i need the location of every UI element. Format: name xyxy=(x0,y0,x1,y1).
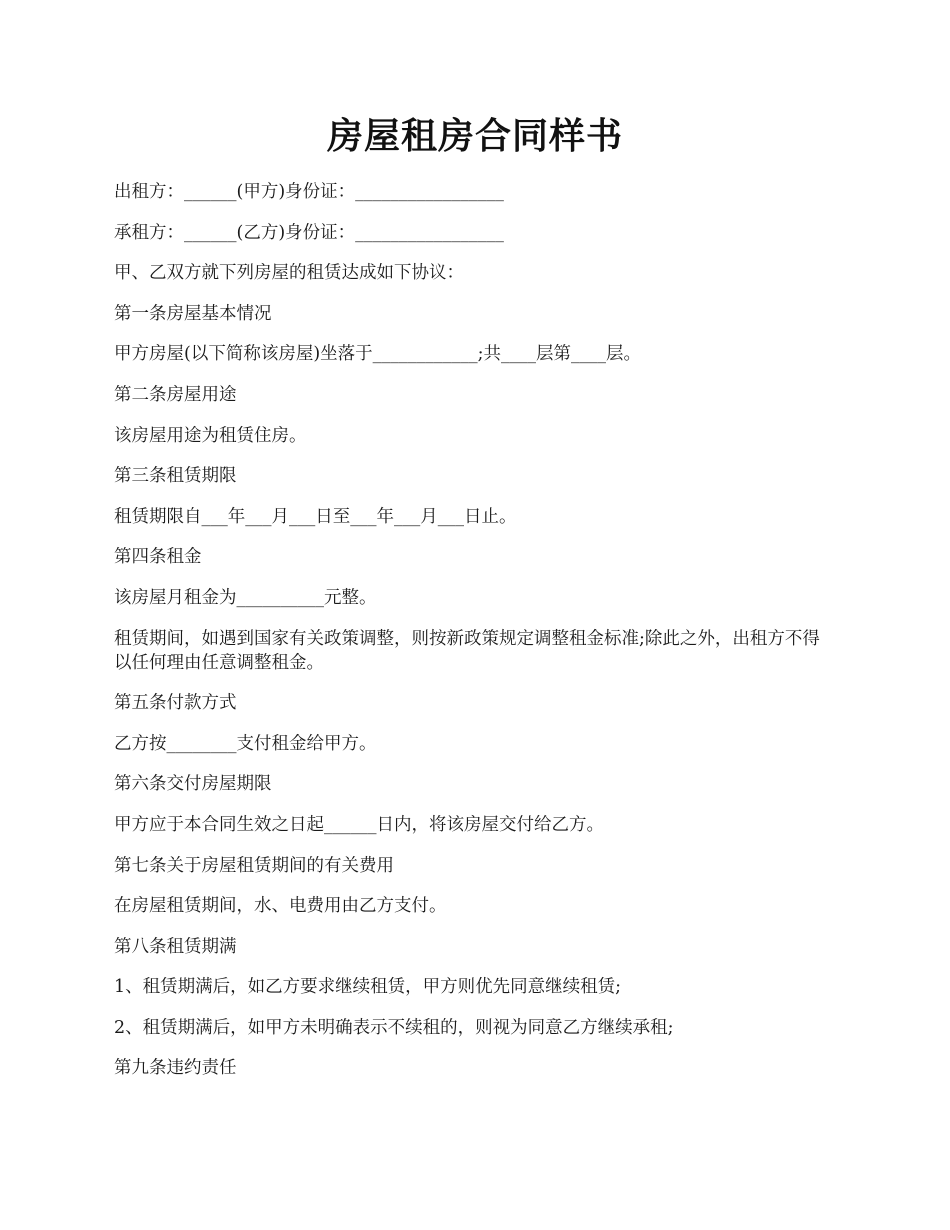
article-1-heading: 第一条房屋基本情况 xyxy=(114,303,272,324)
article-8-heading: 第八条租赁期满 xyxy=(114,936,237,957)
article-8-item-1: 1、租赁期满后，如乙方要求继续租赁，甲方则优先同意继续租赁; xyxy=(114,977,622,998)
article-6-text: 甲方应于本合同生效之日起______日内，将该房屋交付给乙方。 xyxy=(114,814,604,835)
document-title: 房屋租房合同样书 xyxy=(326,115,623,157)
article-9-heading: 第九条违约责任 xyxy=(114,1058,237,1079)
article-2-heading: 第二条房屋用途 xyxy=(114,384,237,405)
document-body xyxy=(114,180,832,1097)
article-4-heading: 第四条租金 xyxy=(114,547,202,568)
agreement-intro: 甲、乙双方就下列房屋的租赁达成如下协议： xyxy=(114,263,464,284)
article-3-heading: 第三条租赁期限 xyxy=(114,466,237,487)
article-7-heading: 第七条关于房屋租赁期间的有关费用 xyxy=(114,855,394,876)
article-5-heading: 第五条付款方式 xyxy=(114,693,237,714)
article-1-text: 甲方房屋(以下简称该房屋)坐落于____________;共____层第____层。 xyxy=(114,344,642,365)
article-8-item-2: 2、租赁期满后，如甲方未明确表示不续租的，则视为同意乙方继续承租; xyxy=(114,1017,674,1038)
article-4-text: 该房屋月租金为__________元整。 xyxy=(114,587,377,608)
lessor-line: 出租方：______(甲方)身份证：_________________ xyxy=(114,182,504,202)
article-6-heading: 第六条交付房屋期限 xyxy=(114,774,272,795)
lessee-line: 承租方：______(乙方)身份证：_________________ xyxy=(114,222,504,243)
article-2-text: 该房屋用途为租赁住房。 xyxy=(114,425,307,446)
article-4-rent-adjustment: 租赁期间，如遇到国家有关政策调整，则按新政策规定调整租金标准;除此之外，出租方不得以任何理由任意调整租金。 xyxy=(114,628,820,673)
article-3-text: 租赁期限自___年___月___日至___年___月___日止。 xyxy=(114,506,517,527)
article-7-text: 在房屋租赁期间，水、电费用由乙方支付。 xyxy=(114,896,447,917)
article-5-text: 乙方按________支付租金给甲方。 xyxy=(114,733,377,754)
